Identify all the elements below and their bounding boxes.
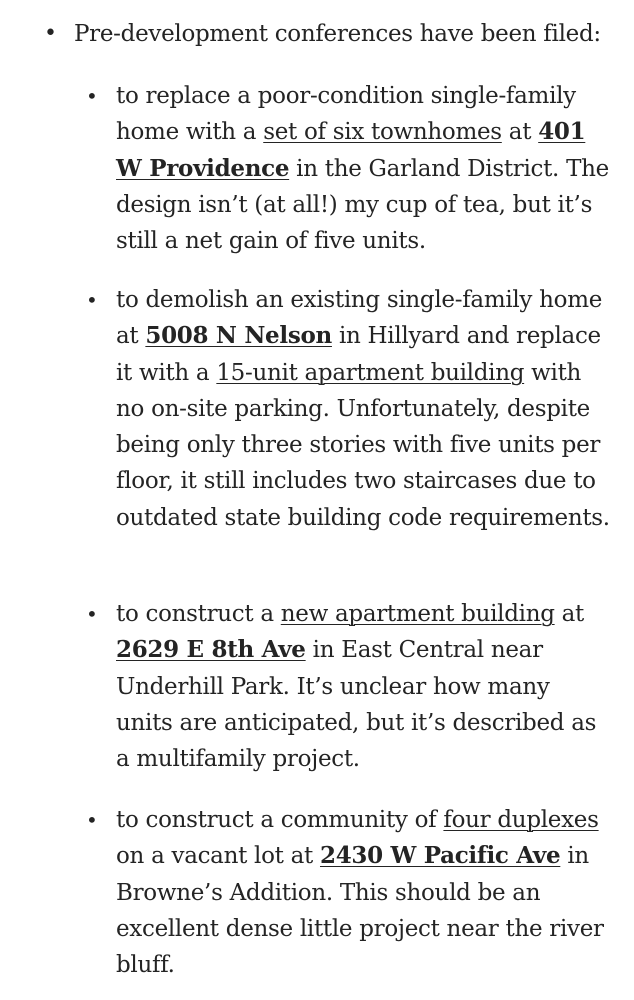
item-text: with no on-site parking. Unfortunately, despite being only three stories with five units per floor, it still includes two staircases due to outdated state building code requirements. (116, 359, 610, 531)
item-text: in East Central near Underhill Park. It’s unclear how many units are anticipated, but it’s described as a multifamily project. (116, 637, 597, 773)
list-item-nelson (86, 282, 612, 536)
bullet-icon: • (86, 288, 98, 312)
item-text: to demolish an existing single-family home at (116, 287, 603, 350)
intro-text: Pre-development conferences have been filed: (74, 21, 601, 47)
address-link-2430-w-pacific-ave[interactable]: 2430 W Pacific Ave (319, 842, 561, 870)
intro-list-item (74, 16, 614, 52)
item-text: on a vacant lot at (116, 843, 320, 870)
item-text: to construct a community of (116, 807, 444, 833)
bullet-icon: • (86, 808, 98, 832)
address-link-401-w-providence[interactable]: 401 W Providence (116, 118, 586, 182)
item-text: in the Garland District. The design isn’t (at all!) my cup of tea, but it’s still a net gain of five units. (116, 155, 609, 255)
new-apartment-building-link[interactable]: new apartment building (280, 601, 555, 627)
item-text: in Browne’s Addition. This should be an excellent dense little project near the river bluff. (116, 843, 604, 979)
list-item-pacific (86, 802, 612, 983)
item-text: at (501, 119, 539, 146)
address-link-2629-e-8th-ave[interactable]: 2629 E 8th Ave (116, 636, 306, 664)
item-text: to construct a (116, 601, 281, 627)
bullet-icon: • (86, 602, 98, 626)
bullet-icon: • (44, 21, 57, 46)
item-text: at (554, 601, 584, 627)
apartment-building-link[interactable]: 15-unit apartment building (216, 359, 525, 386)
item-text: in Hillyard and replace it with a (116, 323, 601, 386)
bullet-icon: • (86, 84, 98, 108)
address-link-5008-n-nelson[interactable]: 5008 N Nelson (145, 322, 332, 350)
item-text: to replace a poor-condition single-family home with a (116, 83, 576, 146)
list-item-8th-ave (86, 596, 612, 777)
townhomes-link[interactable]: set of six townhomes (263, 119, 502, 146)
four-duplexes-link[interactable]: four duplexes (443, 807, 599, 833)
list-item-providence (86, 78, 612, 259)
